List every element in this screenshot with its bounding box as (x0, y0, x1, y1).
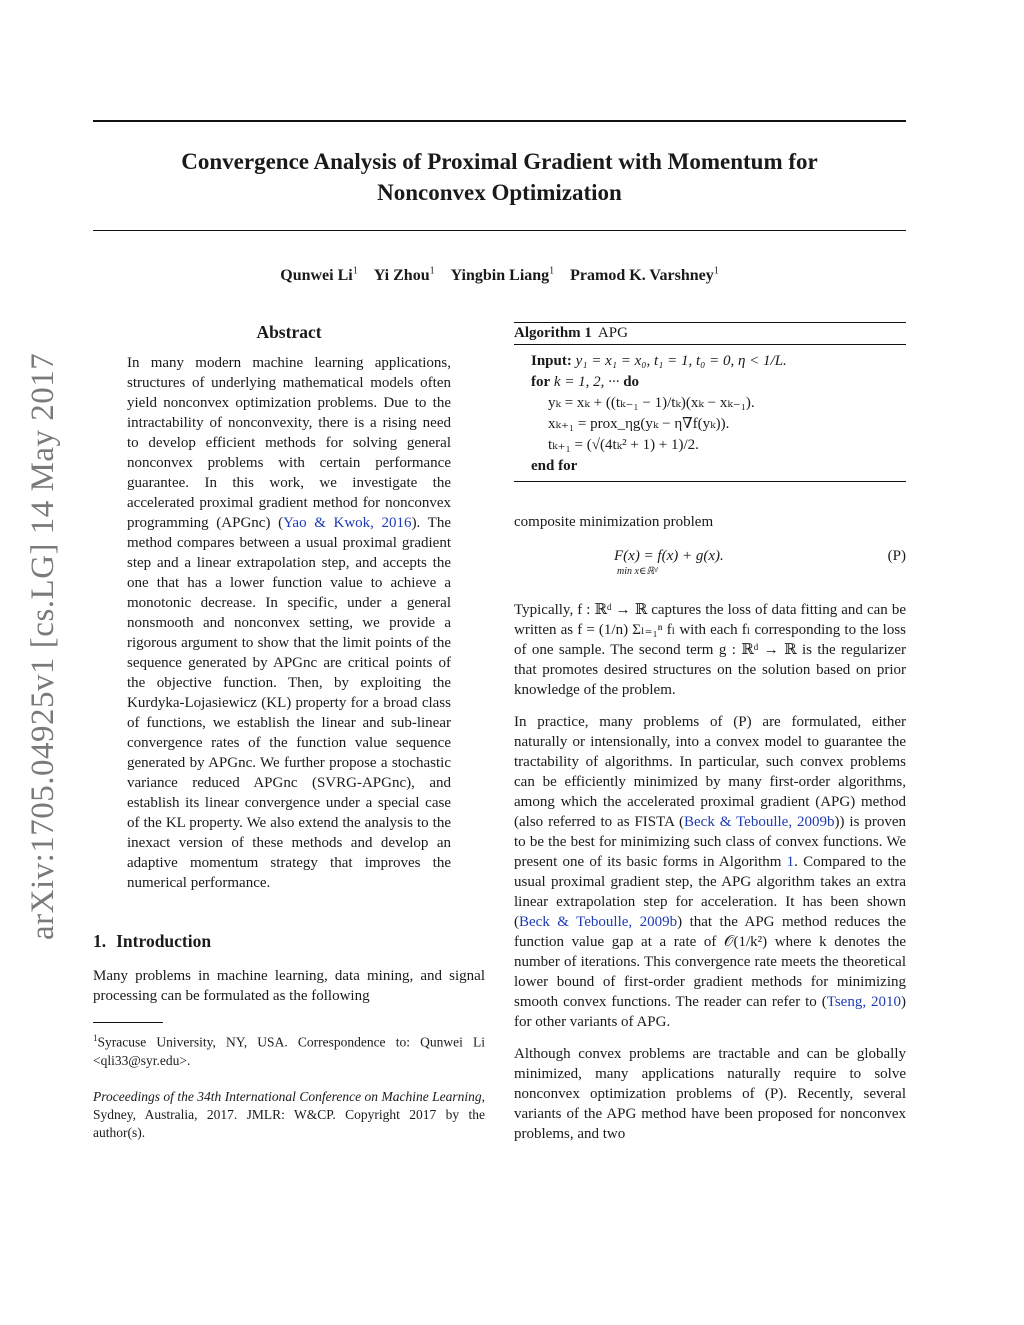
algorithm-body (514, 345, 906, 481)
citation-link[interactable]: Beck & Teboulle, 2009b (519, 914, 678, 930)
title-line-2: Nonconvex Optimization (377, 180, 622, 205)
proceedings-note: Proceedings of the 34th International Conference on Machine Learning, Sydney, Australia, 2017. JMLR: W&CP. Copyright 2017 by the author(s). (93, 1088, 485, 1140)
algorithm-ref-link[interactable]: 1 (786, 854, 795, 870)
citation-link[interactable]: Tseng, 2010 (826, 994, 901, 1010)
arxiv-identifier: arXiv:1705.04925v1 [cs.LG] 14 May 2017 (25, 352, 61, 940)
algorithm-end-line: end for (531, 458, 578, 474)
equation-P (514, 546, 906, 586)
author: Pramod K. Varshney$^1$ (570, 266, 719, 285)
right-column (514, 322, 906, 1156)
algorithm-caption: Algorithm 1 APG (514, 323, 906, 345)
title-rule-top (93, 120, 906, 122)
abstract-text: In many modern machine learning applications, structures of underlying mathematical models often yield nonconvex optimization problems. Due to the intractability of nonconvexity, there is a rising need to develop efficient methods for solving general nonconvex problems with certain performance guarantee. In this work, we investigate the accelerated proximal gradient method for nonconvex programming (APGnc) (Yao & Kwok, 2016). The method compares between a usual proximal gradient step and a linear extrapolation step, and accepts the one that has a lower function value to achieve a monotonic decrease. In specific, under a general nonsmooth and nonconvex setting, we provide a rigorous argument to show that the limit points of the sequence generated by APGnc are critical points of the objective function. Then, by exploiting the Kurdyka-Lojasiewicz (KL) property for a broad class of functions, we establish the linear and sub-linear convergence rates of the function value sequence generated by APGnc. We further propose a stochastic variance reduced APGnc (SVRG-APGnc), and establish its linear convergence under a special case of the KL property. We also extend the analysis to the inexact version of these methods and develop an adaptive momentum strategy that improves the numerical performance. (127, 355, 451, 891)
equation-expression: F(x) = f(x) + g(x). (614, 548, 724, 564)
title-line-1: Convergence Analysis of Proximal Gradient with Momentum for (181, 149, 818, 174)
algorithm-box (514, 322, 906, 482)
left-column (93, 322, 485, 1155)
author: Yingbin Liang$^1$ (450, 266, 555, 285)
author-list (93, 266, 906, 285)
intro-paragraph: Many problems in machine learning, data mining, and signal processing can be formulated as the following (93, 968, 485, 1004)
abstract-heading: Abstract (256, 322, 322, 342)
algorithm-for-line: for k = 1, 2, ··· do (531, 374, 640, 390)
section-heading-introduction: 1. Introduction (93, 931, 212, 951)
paragraph: In practice, many problems of (P) are formulated, either naturally or intensionally, into a convex model to guarantee the tractability of algorithms. In particular, such convex problems can be efficiently minimized by many first-order algorithms, among which the accelerated proximal gradient (APG) method (also referred to as FISTA (Beck & Teboulle, 2009b)) is proven to be the best for minimizing such class of convex functions. We present one of its basic forms in Algorithm 1. Compared to the usual proximal gradient step, the APG algorithm takes an extra linear extrapolation step for acceleration. It has been shown (Beck & Teboulle, 2009b) that the APG method reduces the function value gap at a rate of 𝒪(1/k²) where k denotes the number of iterations. This convergence rate meets the theoretical lower bound of first-order gradient methods for minimizing smooth convex functions. The reader can refer to (Tseng, 2010) for other variants of APG. (514, 714, 907, 1030)
algorithm-step: tₖ₊₁ = (√(4tₖ² + 1) + 1)/2. (548, 437, 699, 453)
algorithm-step: yₖ = xₖ + ((tₖ₋₁ − 1)/tₖ)(xₖ − xₖ₋₁). (548, 395, 755, 411)
affiliation-footnote: $^1$Syracuse University, NY, USA. Correspondence to: Qunwei Li <qli33@syr.edu>. (93, 1033, 485, 1068)
paragraph: Although convex problems are tractable and can be globally minimized, many applications naturally require to solve nonconvex optimization problems of (P). Recently, several variants of the APG method have been proposed for nonconvex problems, and two (514, 1046, 906, 1142)
author: Qunwei Li$^1$ (280, 266, 358, 285)
paper-title (93, 146, 906, 208)
algorithm-step: xₖ₊₁ = prox_ηg(yₖ − η∇f(yₖ)). (548, 416, 730, 432)
citation-link[interactable]: Yao & Kwok, 2016 (283, 515, 412, 531)
equation-subscript: min x∈ℝᵈ (617, 566, 658, 577)
footnote-rule (93, 1022, 163, 1023)
title-rule-bottom (93, 230, 906, 231)
citation-link[interactable]: Beck & Teboulle, 2009b (684, 814, 835, 830)
algorithm-input-line: Input: y₁ = x₁ = x₀, t₁ = 1, t₀ = 0, η < 1/L. (531, 353, 787, 369)
equation-tag: (P) (887, 548, 906, 564)
author: Yi Zhou$^1$ (373, 266, 435, 285)
lead-text: composite minimization problem (514, 514, 714, 530)
paragraph: Typically, f : ℝᵈ → ℝ captures the loss of data fitting and can be written as f = (1/n) Σₗ₌₁ⁿ fₗ with each fₗ corresponding to the loss of one sample. The second term g : ℝᵈ → ℝ is the regularizer that promotes desired structures on the solution based on prior knowledge of the problem. (514, 602, 906, 698)
